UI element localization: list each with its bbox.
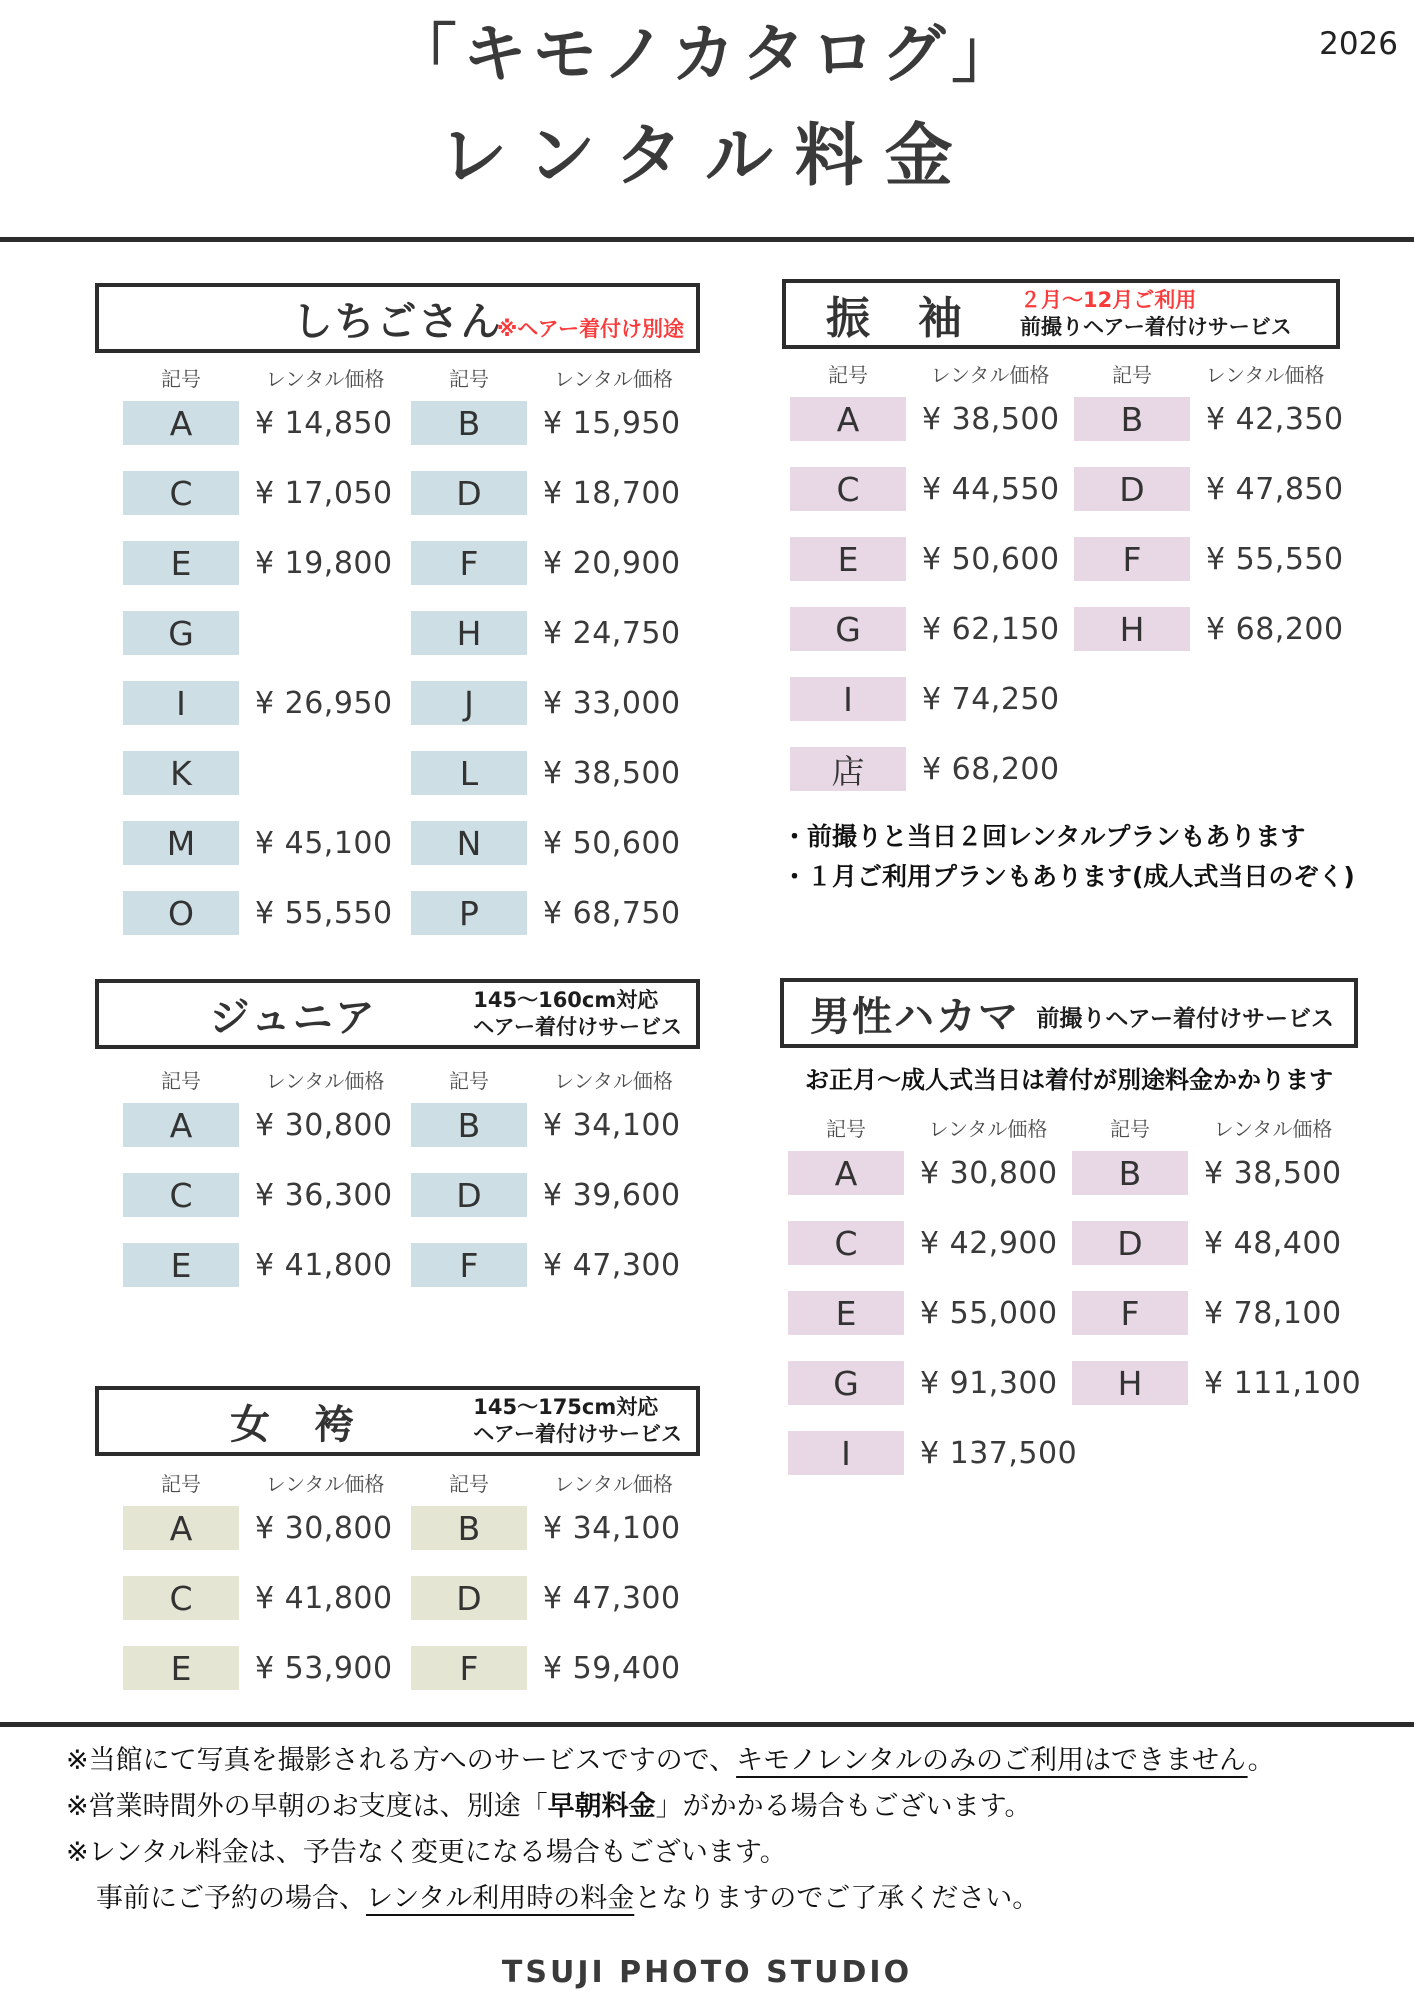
price-value: ¥ 47,850	[1206, 471, 1344, 507]
price-value: ¥ 45,100	[255, 825, 393, 861]
table-row	[95, 1243, 700, 1287]
section-junior	[95, 979, 700, 1313]
symbol-cell: H	[1074, 607, 1190, 651]
table-row	[782, 747, 1340, 791]
womens-hakama-hair-note: ヘアー着付けサービス	[473, 1422, 682, 1446]
symbol-cell: A	[790, 397, 906, 441]
price-value: ¥ 30,800	[920, 1155, 1058, 1191]
price-value: ¥ 59,400	[543, 1650, 681, 1686]
junior-title: ジュニア	[209, 994, 377, 1041]
symbol-cell: H	[411, 611, 527, 655]
page-title-line1: 「キモノカタログ」	[392, 18, 1022, 92]
mens-hakama-title: 男性ハカマ	[810, 993, 1020, 1040]
symbol-cell: A	[123, 401, 239, 445]
symbol-cell: P	[411, 891, 527, 935]
price-value: ¥ 30,800	[255, 1107, 393, 1143]
shichigosan-title: しちごさん	[292, 298, 503, 345]
price-value: ¥ 68,750	[543, 895, 681, 931]
year-label: 2026	[1319, 26, 1398, 62]
price-value: ¥ 26,950	[255, 685, 393, 721]
price-col-header: レンタル価格	[928, 1117, 1048, 1141]
mens-hakama-service-note: 前撮りヘアー着付けサービス	[1036, 1006, 1334, 1033]
top-divider	[0, 237, 1414, 242]
page-title	[0, 20, 1414, 195]
symbol-cell: E	[123, 1243, 239, 1287]
footer-note-4-end: となりますのでご了承ください。	[634, 1883, 1040, 1914]
symbol-cell: D	[1072, 1221, 1188, 1265]
price-value: ¥ 41,800	[255, 1247, 393, 1283]
price-value: ¥ 111,100	[1204, 1365, 1362, 1401]
footer-note-4-underlined: レンタル利用時の料金	[366, 1883, 635, 1914]
price-value: ¥ 38,500	[1204, 1155, 1342, 1191]
symbol-col-header: 記号	[1110, 1117, 1150, 1141]
footer-note-3: ※レンタル料金は、予告なく変更になる場合もございます。	[66, 1837, 787, 1868]
price-value: ¥ 91,300	[920, 1365, 1058, 1401]
section-mens-hakama	[780, 978, 1362, 1501]
price-value: ¥ 78,100	[1204, 1295, 1342, 1331]
symbol-cell: F	[411, 1646, 527, 1690]
price-value: ¥ 38,500	[922, 401, 1060, 437]
price-value: ¥ 34,100	[543, 1510, 681, 1546]
table-row	[782, 677, 1340, 721]
footer-notes	[66, 1747, 1386, 1931]
junior-size-note: 145〜160cm対応	[473, 987, 659, 1012]
symbol-cell: A	[788, 1151, 904, 1195]
table-row	[780, 1221, 1358, 1265]
symbol-cell: I	[788, 1431, 904, 1475]
footer-note-2-bold: 早朝料金	[547, 1791, 656, 1822]
symbol-col-header: 記号	[161, 367, 201, 391]
price-col-header: レンタル価格	[554, 1069, 673, 1093]
footer-note-4	[66, 1885, 1386, 1913]
price-value: ¥ 15,950	[543, 405, 681, 441]
furisode-plan-notes	[782, 817, 1355, 897]
price-value: ¥ 33,000	[543, 685, 681, 721]
womens-hakama-size-note: 145〜175cm対応	[473, 1394, 659, 1419]
column-headers	[95, 1468, 700, 1497]
price-col-header: レンタル価格	[930, 363, 1050, 387]
price-value: ¥ 137,500	[920, 1435, 1078, 1471]
price-value: ¥ 34,100	[543, 1107, 681, 1143]
footer-note-2-text: ※営業時間外の早朝のお支度は、別途「	[66, 1791, 548, 1822]
footer-note-4-text: 事前にご予約の場合、	[96, 1883, 366, 1914]
price-value: ¥ 36,300	[255, 1177, 393, 1213]
table-row	[782, 607, 1344, 651]
junior-hair-note: ヘアー着付けサービス	[473, 1015, 682, 1039]
column-headers	[95, 363, 700, 392]
mens-hakama-header-box	[780, 978, 1358, 1048]
table-row	[95, 1103, 700, 1147]
symbol-cell: F	[1072, 1291, 1188, 1335]
symbol-cell: O	[123, 891, 239, 935]
table-row	[95, 751, 700, 795]
table-row	[95, 471, 700, 515]
table-row	[95, 1506, 700, 1550]
section-shichigosan	[95, 283, 700, 961]
price-value: ¥ 55,550	[255, 895, 393, 931]
price-col-header: レンタル価格	[554, 367, 673, 391]
furisode-hair-note: 前撮りヘアー着付けサービス	[1020, 315, 1292, 339]
price-value: ¥ 55,000	[920, 1295, 1058, 1331]
footer-note-1-end: 。	[1247, 1745, 1275, 1776]
price-value: ¥ 50,600	[543, 825, 681, 861]
table-row	[95, 1173, 700, 1217]
symbol-cell: G	[123, 611, 239, 655]
symbol-cell: B	[411, 401, 527, 445]
symbol-cell: C	[123, 1576, 239, 1620]
symbol-col-header: 記号	[449, 367, 489, 391]
price-value: ¥ 42,900	[920, 1225, 1058, 1261]
symbol-cell: I	[790, 677, 906, 721]
womens-hakama-title: 女 袴	[230, 1401, 357, 1448]
shichigosan-header-box	[95, 283, 700, 353]
symbol-col-header: 記号	[826, 1117, 866, 1141]
footer-note-2-end: 」がかかる場合もございます。	[655, 1791, 1032, 1822]
symbol-cell: F	[411, 1243, 527, 1287]
price-value: ¥ 19,800	[255, 545, 393, 581]
symbol-cell: A	[123, 1506, 239, 1550]
price-value: ¥ 39,600	[543, 1177, 681, 1213]
table-row	[95, 611, 700, 655]
price-value: ¥ 62,150	[922, 611, 1060, 647]
table-row	[95, 891, 700, 935]
furisode-header-box	[782, 279, 1340, 349]
symbol-cell: D	[1074, 467, 1190, 511]
price-col-header: レンタル価格	[1205, 363, 1325, 387]
symbol-cell: C	[790, 467, 906, 511]
symbol-col-header: 記号	[161, 1472, 201, 1496]
symbol-cell: A	[123, 1103, 239, 1147]
symbol-cell: L	[411, 751, 527, 795]
price-col-header: レンタル価格	[265, 1069, 385, 1093]
price-value: ¥ 74,250	[922, 681, 1060, 717]
furisode-plan-note-2: ・１月ご利用プランもあります(成人式当日のぞく)	[782, 862, 1355, 891]
price-value: ¥ 68,200	[1206, 611, 1344, 647]
symbol-cell: J	[411, 681, 527, 725]
table-row	[780, 1361, 1362, 1405]
symbol-cell: G	[790, 607, 906, 651]
price-value: ¥ 48,400	[1204, 1225, 1342, 1261]
mens-hakama-fee-note: お正月〜成人式当日は着付が別途料金かかります	[805, 1066, 1333, 1094]
symbol-cell: F	[1074, 537, 1190, 581]
symbol-cell: G	[788, 1361, 904, 1405]
price-value: ¥ 17,050	[255, 475, 393, 511]
symbol-cell: B	[411, 1103, 527, 1147]
symbol-col-header: 記号	[1112, 363, 1152, 387]
studio-logo: TSUJI PHOTO STUDIO	[501, 1955, 913, 1990]
footer-note-1-underlined: キモノレンタルのみのご利用はできません	[736, 1745, 1248, 1776]
bottom-divider	[0, 1722, 1414, 1727]
table-row	[95, 681, 700, 725]
price-value: ¥ 38,500	[543, 755, 681, 791]
symbol-cell: D	[411, 1173, 527, 1217]
column-headers	[780, 1113, 1358, 1142]
furisode-plan-note-1: ・前撮りと当日２回レンタルプランもあります	[782, 822, 1306, 851]
furisode-title: 振 袖	[826, 293, 964, 344]
womens-hakama-service-note	[473, 1394, 682, 1449]
symbol-cell: D	[411, 471, 527, 515]
symbol-cell: N	[411, 821, 527, 865]
price-value: ¥ 24,750	[543, 615, 681, 651]
column-headers	[95, 1065, 700, 1094]
page-title-line2: レンタル料金	[439, 117, 975, 197]
price-value: ¥ 50,600	[922, 541, 1060, 577]
symbol-cell: F	[411, 541, 527, 585]
symbol-cell: M	[123, 821, 239, 865]
table-row	[782, 467, 1344, 511]
section-womens-hakama	[95, 1386, 700, 1716]
symbol-col-header: 記号	[449, 1472, 489, 1496]
symbol-cell: H	[1072, 1361, 1188, 1405]
table-row	[782, 537, 1344, 581]
symbol-col-header: 記号	[161, 1069, 201, 1093]
womens-hakama-header-box	[95, 1386, 700, 1456]
table-row	[95, 821, 700, 865]
symbol-cell: K	[123, 751, 239, 795]
table-row	[95, 401, 700, 445]
price-value: ¥ 68,200	[922, 751, 1060, 787]
table-row	[780, 1291, 1358, 1335]
symbol-col-header: 記号	[828, 363, 868, 387]
price-value: ¥ 41,800	[255, 1580, 393, 1616]
table-row	[95, 1576, 700, 1620]
symbol-cell: B	[1072, 1151, 1188, 1195]
price-col-header: レンタル価格	[265, 367, 385, 391]
symbol-cell: 店	[790, 747, 906, 791]
price-value: ¥ 20,900	[543, 545, 681, 581]
symbol-cell: E	[123, 541, 239, 585]
price-col-header: レンタル価格	[265, 1472, 385, 1496]
footer-note-1	[66, 1747, 1386, 1775]
symbol-cell: D	[411, 1576, 527, 1620]
price-value: ¥ 47,300	[543, 1580, 681, 1616]
price-value: ¥ 55,550	[1206, 541, 1344, 577]
symbol-cell: B	[411, 1506, 527, 1550]
table-row	[95, 1646, 700, 1690]
symbol-cell: B	[1074, 397, 1190, 441]
symbol-cell: C	[788, 1221, 904, 1265]
price-value: ¥ 14,850	[255, 405, 393, 441]
symbol-col-header: 記号	[449, 1069, 489, 1093]
symbol-cell: C	[123, 471, 239, 515]
symbol-cell: C	[123, 1173, 239, 1217]
symbol-cell: I	[123, 681, 239, 725]
furisode-service-note	[1020, 287, 1292, 342]
price-value: ¥ 18,700	[543, 475, 681, 511]
symbol-cell: E	[123, 1646, 239, 1690]
price-value: ¥ 42,350	[1206, 401, 1344, 437]
table-row	[780, 1151, 1358, 1195]
price-value: ¥ 53,900	[255, 1650, 393, 1686]
junior-header-box	[95, 979, 700, 1049]
table-row	[782, 397, 1344, 441]
table-row	[780, 1431, 1358, 1475]
symbol-cell: E	[790, 537, 906, 581]
symbol-cell: E	[788, 1291, 904, 1335]
price-value: ¥ 47,300	[543, 1247, 681, 1283]
footer-note-2	[66, 1793, 1386, 1821]
junior-service-note	[473, 987, 682, 1042]
table-row	[95, 541, 700, 585]
footer-note-1-text: ※当館にて写真を撮影される方へのサービスですので、	[66, 1745, 737, 1776]
shichigosan-hair-note: ※ヘアー着付け別途	[496, 317, 684, 341]
column-headers	[782, 359, 1340, 388]
furisode-season-note: ２月〜12月ご利用	[1020, 287, 1197, 312]
price-value: ¥ 44,550	[922, 471, 1060, 507]
price-col-header: レンタル価格	[554, 1472, 673, 1496]
price-value: ¥ 30,800	[255, 1510, 393, 1546]
price-col-header: レンタル価格	[1213, 1117, 1333, 1141]
section-furisode	[782, 279, 1355, 897]
